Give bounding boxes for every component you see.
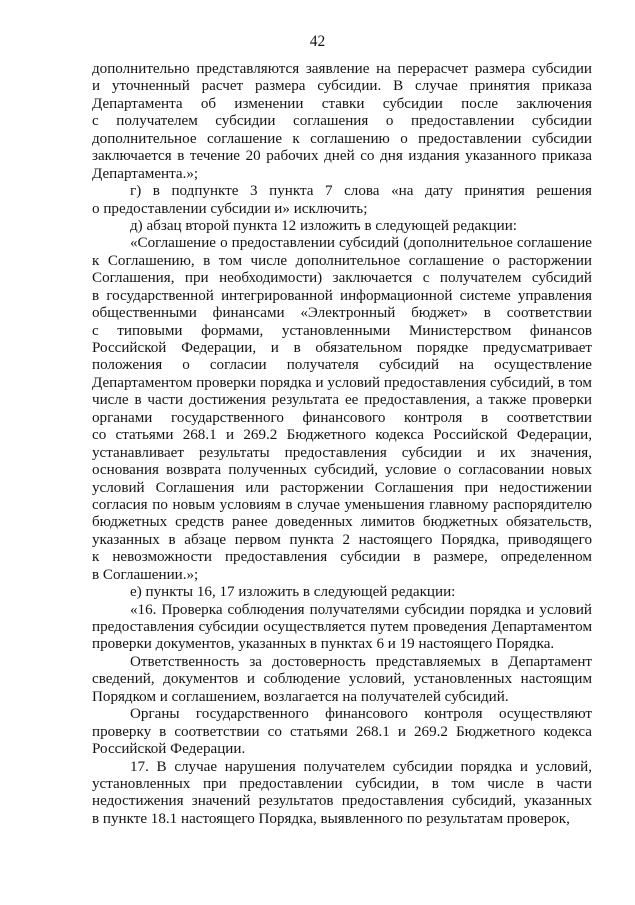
text-line: предоставления субсидии осуществляется путем проведения Департаментом	[92, 619, 592, 635]
text-line: проверки документов, указанных в пунктах 6 и 19 настоящего Порядка.	[92, 636, 555, 653]
text-line: Российской Федерации.	[92, 741, 246, 758]
text-line: Департамента.»;	[92, 165, 199, 182]
text-line: Российской Федерации, и в обязательном порядке предусматривает	[92, 340, 592, 356]
text-line: «16. Проверка соблюдения получателями субсидии порядка и условий	[130, 601, 592, 618]
paragraph	[92, 218, 592, 235]
text-line: о предоставлении субсидии и» исключить;	[92, 200, 368, 217]
text-line: к Соглашению, в том числе дополнительное соглашение о расторжении	[92, 252, 592, 269]
text-line: основания возврата полученных субсидий, условие о согласовании новых	[92, 462, 592, 479]
text-line: к невозможности предоставления субсидии в размере, определенном	[92, 549, 592, 566]
text-line: со статьями 268.1 и 269.2 Бюджетного кодекса Российской Федерации,	[92, 427, 592, 444]
text-line: Ответственность за достоверность представляемых в Департамент	[130, 653, 592, 670]
text-line: и уточненный расчет размера субсидии. В случае принятия приказа	[92, 78, 592, 95]
paragraph	[92, 602, 592, 654]
text-line: сведений, документов и соблюдение условий, установленных настоящим	[92, 671, 592, 688]
text-line: с типовыми формами, установленными Министерством финансов	[92, 322, 592, 339]
text-line: г) в подпункте 3 пункта 7 слова «на дату принятия решения	[130, 183, 592, 200]
paragraph	[92, 759, 592, 829]
paragraph	[92, 706, 592, 758]
text-line: положения о согласии получателя субсидий на осуществление	[92, 357, 592, 374]
text-line: числе в части достижения результата ее предоставления, а также проверки	[92, 392, 592, 409]
text-line: д) абзац второй пункта 12 изложить в следующей редакции:	[130, 217, 517, 234]
text-line: общественными финансами «Электронный бюджет» в соответствии	[92, 305, 592, 322]
text-line: 17. В случае нарушения получателем субсидии порядка и условий,	[130, 758, 592, 775]
text-line: Департаментом проверки порядка и условий предоставления субсидий, в том	[92, 374, 592, 391]
text-line: устанавливает результаты предоставления субсидии и их значения,	[92, 444, 592, 461]
text-line: Департамента об изменении ставки субсидии после заключения	[92, 95, 592, 112]
text-line: проверку в соответствии со статьями 268.1 и 269.2 Бюджетного кодекса	[92, 723, 592, 740]
text-line: установленных при предоставлении субсидии, в том числе в части	[92, 775, 592, 792]
text-line: заключается в течение 20 рабочих дней со дня издания указанного приказа	[92, 148, 592, 165]
paragraph	[92, 584, 592, 601]
text-line: е) пункты 16, 17 изложить в следующей редакции:	[130, 584, 456, 601]
paragraph	[92, 654, 592, 706]
document-body	[92, 61, 592, 828]
text-line: с получателем субсидии соглашения о предоставлении субсидии	[92, 113, 592, 130]
paragraph	[92, 61, 592, 183]
text-line: Соглашения, при необходимости) заключается с получателем субсидий	[92, 270, 592, 287]
text-line: согласия по новым условиям в случае уменьшения главному распорядителю	[92, 496, 592, 513]
text-line: «Соглашение о предоставлении субсидий (дополнительное соглашение	[130, 235, 592, 252]
text-line: Органы государственного финансового контроля осуществляют	[130, 706, 592, 723]
paragraph	[92, 183, 592, 218]
paragraph	[92, 235, 592, 584]
page-number: 42	[309, 33, 326, 50]
text-line: бюджетных средств ранее доведенных лимитов бюджетных обязательств,	[92, 514, 592, 531]
text-line: недостижения значений результатов предоставления субсидий, указанных	[92, 793, 592, 810]
text-line: дополнительное соглашение к соглашению о предоставлении субсидии	[92, 130, 592, 147]
text-line: в государственной интегрированной информационной системе управления	[92, 287, 592, 304]
text-line: органами государственного финансового контроля в соответствии	[92, 409, 592, 426]
text-line: в пункте 18.1 настоящего Порядка, выявленного по результатам проверок,	[92, 810, 570, 827]
text-line: Порядком и соглашением, возлагается на получателей субсидий.	[92, 688, 509, 705]
text-line: указанных в абзаце первом пункта 2 настоящего Порядка, приводящего	[92, 531, 592, 548]
text-line: дополнительно представляются заявление на перерасчет размера субсидии	[92, 61, 592, 77]
text-line: условий Соглашения или расторжении Соглашения при недостижении	[92, 479, 592, 496]
text-line: в Соглашении.»;	[92, 566, 199, 583]
